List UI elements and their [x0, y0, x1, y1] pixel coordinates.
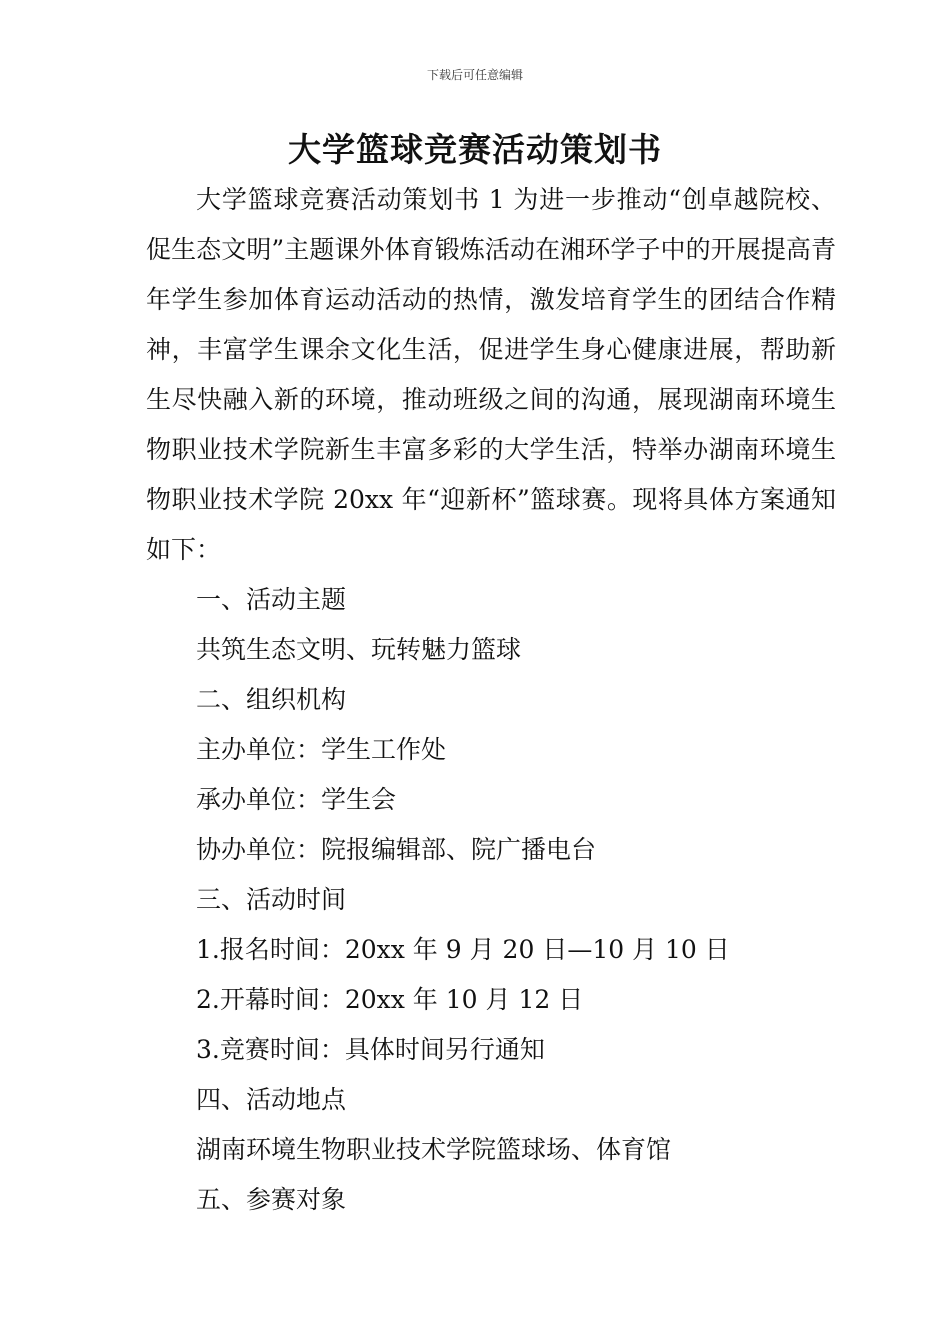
intro-paragraph: 大学篮球竞赛活动策划书 1 为进一步推动“创卓越院校、促生态文明”主题课外体育锻炼活动在湘环学子中的开展提高青年学生参加体育运动活动的热情，激发培育学生的团结合作精神，丰富学生课余文化生活，促进学生身心健康进展，帮助新生尽快融入新的环境，推动班级之间的沟通，展现湖南环境生物职业技术学院新生丰富多彩的大学生活，特举办湖南环境生物职业技术学院 20xx 年“迎新杯”篮球赛。现将具体方案通知如下： [146, 185, 836, 564]
co-organizer-line: 协办单位：院报编辑部、院广播电台 [196, 835, 597, 864]
theme-text: 共筑生态文明、玩转魅力篮球 [196, 635, 522, 664]
section-heading-time: 三、活动时间 [196, 885, 347, 914]
document-body [146, 175, 836, 1225]
competition-time-line: 3.竞赛时间：具体时间另行通知 [196, 1035, 545, 1064]
organizer-line: 主办单位：学生工作处 [196, 735, 447, 764]
undertaker-line: 承办单位：学生会 [196, 785, 397, 814]
document-title: 大学篮球竞赛活动策划书 [288, 130, 662, 169]
section-heading-participants: 五、参赛对象 [196, 1185, 347, 1214]
registration-time-line: 1.报名时间：20xx 年 9 月 20 日—10 月 10 日 [196, 935, 730, 964]
location-text: 湖南环境生物职业技术学院篮球场、体育馆 [196, 1135, 672, 1164]
section-heading-organization: 二、组织机构 [196, 685, 347, 714]
section-heading-theme: 一、活动主题 [196, 585, 347, 614]
section-heading-location: 四、活动地点 [196, 1085, 347, 1114]
header-note: 下载后可任意编辑 [426, 68, 523, 82]
opening-time-line: 2.开幕时间：20xx 年 10 月 12 日 [196, 985, 584, 1014]
